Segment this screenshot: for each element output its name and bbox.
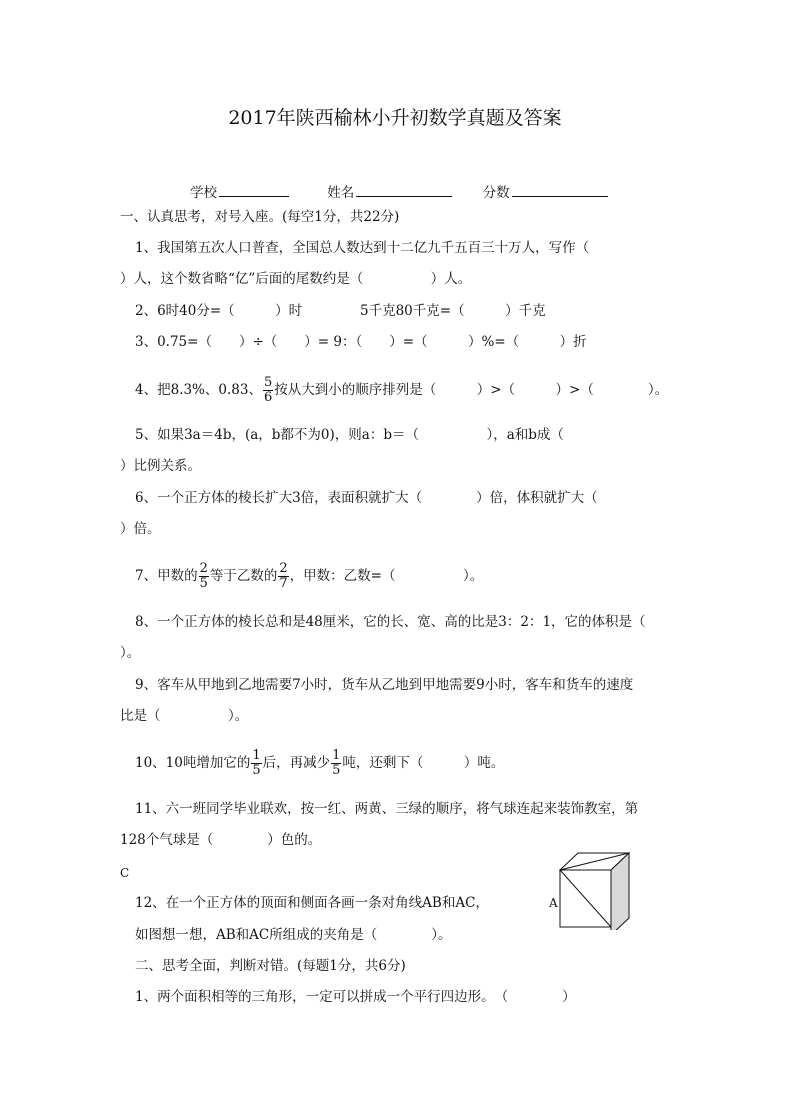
q7 [135, 556, 483, 596]
q9-line1: 9、客车从甲地到乙地需要7小时，货车从乙地到甲地需要9小时，客车和货车的速度 [135, 677, 634, 693]
q7-prefix: 7、甲数的 [135, 568, 198, 584]
label-c: C [120, 866, 130, 880]
q7-middle: 等于乙数的 [209, 568, 278, 584]
label-a: A [549, 896, 558, 910]
section-1-heading: 一、认真思考，对号入座。(每空1分，共22分) [120, 209, 400, 225]
q2-part-b: 5千克80千克=（ ）千克 [360, 303, 546, 319]
q4-prefix: 4、把8.3%、0.83、 [135, 382, 262, 398]
q8-line1: 8、一个正方体的棱长总和是48厘米，它的长、宽、高的比是3：2：1，它的体积是（ [135, 614, 646, 630]
q1-line1: 1、我国第五次人口普查，全国总人数达到十二亿九千五百三十万人，写作（ [135, 240, 590, 256]
name-blank[interactable] [356, 183, 452, 197]
q6-line1: 6、一个正方体的棱长扩大3倍，表面积就扩大（ ）倍，体积就扩大（ [135, 490, 598, 506]
q6-line2: ）倍。 [120, 521, 161, 537]
cube-diagram [556, 850, 646, 930]
q10 [135, 743, 504, 783]
q12-line1: 12、在一个正方体的顶面和侧面各画一条对角线AB和AC， [135, 895, 489, 911]
s2-q1: 1、两个面积相等的三角形，一定可以拼成一个平行四边形。 （ ） [135, 989, 576, 1005]
q11-line1: 11、六一班同学毕业联欢，按一红、两黄、三绿的顺序，将气球连起来装饰教室，第 [135, 801, 639, 817]
q11-line2: 128个气球是（ ）色的。 [120, 832, 322, 848]
q7-fraction-1: $\frac{2}{5}$ [199, 561, 208, 591]
score-blank[interactable] [512, 183, 608, 197]
school-blank[interactable] [219, 183, 289, 197]
q8-line2: ）。 [120, 645, 141, 661]
q2-part-a: 2、6时40分=（ ）时 [135, 303, 303, 319]
q10-middle: 后，再减少 [262, 755, 331, 771]
q3: 3、0.75=（ ）÷（ ）= 9：（ ）=（ ）%=（ ）折 [135, 334, 587, 350]
q5-line2: ）比例关系。 [120, 458, 201, 474]
q5-line1: 5、如果3a＝4b，(a，b都不为0)，则a：b＝（ ），a和b成（ [135, 427, 564, 443]
q1-line2: ）人，这个数省略“亿”后面的尾数约是（ ）人。 [120, 271, 472, 287]
section-2-heading: 二、思考全面，判断对错。(每题1分，共6分) [135, 958, 406, 974]
q4-fraction: $\frac{5}{6}$ [263, 375, 273, 405]
diagonal-ac [560, 870, 611, 927]
school-label: 学校 [190, 185, 217, 201]
q10-fraction-1: $\frac{1}{5}$ [252, 748, 261, 778]
info-fields [190, 183, 608, 201]
q10-suffix: 吨，还剩下（ ）吨。 [342, 755, 505, 771]
q10-fraction-2: $\frac{1}{5}$ [332, 748, 341, 778]
name-label: 姓名 [327, 185, 355, 201]
q7-suffix: ，甲数：乙数=（ ）。 [289, 568, 484, 584]
page-title: 2017年陕西榆林小升初数学真题及答案 [228, 107, 562, 129]
q4-suffix: 按从大到小的顺序排列是（ ）>（ ）>（ ）。 [274, 382, 669, 398]
score-label: 分数 [482, 185, 510, 201]
q10-prefix: 10、10吨增加它的 [135, 755, 251, 771]
q4 [135, 370, 668, 410]
q12-line2: 如图想一想，AB和AC所组成的夹角是（ ）。 [135, 927, 452, 943]
cube-side-face [611, 853, 629, 930]
q9-line2: 比是（ ）。 [120, 708, 249, 724]
q7-fraction-2: $\frac{2}{7}$ [279, 561, 288, 591]
